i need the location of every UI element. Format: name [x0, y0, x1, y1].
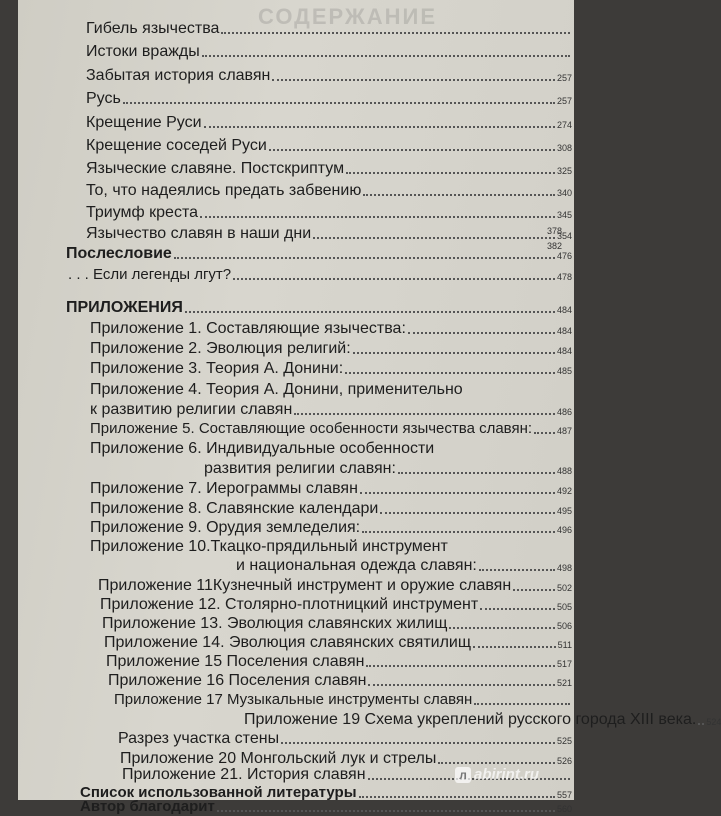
appendix-entry: Приложение 17 Музыкальные инструменты славян	[114, 689, 572, 709]
appendix-entry: Разрез участка стены 525	[118, 730, 572, 747]
toc-entry-title: ПРИЛОЖЕНИЯ	[66, 299, 183, 316]
toc-entry	[86, 18, 572, 38]
labirint-logo-icon: л	[455, 767, 471, 783]
toc-entry-title: Русь	[86, 90, 121, 107]
appendix-entry: Приложение 10.Ткацко-прядильный инструмент	[90, 538, 448, 555]
toc-entry-title: Забытая история славян	[86, 67, 271, 84]
appendix-entry: Приложение 7. Иерограммы славян 492	[90, 480, 572, 497]
toc-entry: Крещение Руси 274	[86, 114, 572, 131]
toc-entry-title: Истоки вражды	[86, 43, 200, 60]
toc-entry-title: То, что надеялись предать забвению	[86, 182, 362, 199]
page-number: 378	[546, 226, 562, 236]
book-page	[18, 0, 721, 815]
appendix-entry: Приложение 13. Эволюция славянских жилищ 506	[102, 615, 572, 632]
toc-entry-title: . . . Если легенды лгут?	[68, 266, 232, 283]
bleed-through-text: СОДЕРЖАНИЕ	[258, 4, 438, 29]
appendix-entry-continuation: и национальная одежда славян: 498	[236, 557, 572, 574]
toc-afterword: Послесловие 476	[66, 245, 572, 262]
appendix-entry: Приложение 16 Поселения славян 521	[108, 672, 572, 689]
watermark-text: abirint.ru	[474, 766, 540, 783]
toc-entry-title: Крещение соседей Руси	[86, 137, 267, 154]
appendix-entry: Приложение 3. Теория А. Донини: 485	[90, 360, 572, 377]
toc-entry	[86, 41, 572, 61]
appendix-entry: Приложение 6. Индивидуальные особенности	[90, 440, 435, 457]
toc-entry: Триумф креста 345	[86, 204, 572, 221]
appendix-entry-continuation: развития религии славян: 488	[204, 460, 572, 477]
appendix-entry: Приложение 14. Эволюция славянских святилищ 511	[104, 634, 572, 651]
toc-entry-title: Язычество славян в наши дни	[86, 225, 312, 242]
appendix-entry: Приложение 5. Составляющие особенности язычества славян: 487	[90, 420, 572, 437]
appendix-entry: Приложение 11Кузнечный инструмент и оружие славян 502	[98, 577, 572, 594]
appendix-entry: Приложение 4. Теория А. Донини, применительно	[90, 381, 463, 398]
toc-entry: Языческие славяне. Постскриптум 325	[86, 160, 572, 177]
appendix-entry-continuation: Приложение 19 Схема укреплений русского города XIII века. 524	[244, 711, 721, 728]
appendix-entry: Приложение 15 Поселения славян 517	[106, 653, 572, 670]
toc-entry: Язычество славян в наши дни 354	[86, 225, 572, 242]
toc-entry: Забытая история славян 257	[86, 67, 572, 84]
appendix-entry: Приложение 12. Столярно-плотницкий инструмент 505	[100, 596, 572, 613]
appendix-entry: Приложение 1. Составляющие язычества: 484	[90, 320, 572, 337]
appendix-entry: Приложение 2. Эволюция религий: 484	[90, 340, 572, 357]
toc-author-line: Автор благодарит 560	[80, 798, 572, 815]
watermark	[455, 766, 539, 783]
toc-entry-title: Послесловие	[66, 245, 172, 262]
appendix-entry-continuation: к развитию религии славян 486	[90, 401, 572, 418]
toc-entry: То, что надеялись предать забвению 340	[86, 182, 572, 199]
page-number: 382	[546, 241, 562, 251]
toc-entry-title: Триумф креста	[86, 204, 198, 221]
appendix-entry: Приложение 9. Орудия земледелия: 496	[90, 519, 572, 536]
appendix-entry: Приложение 8. Славянские календари 495	[90, 500, 572, 517]
toc-appendices-heading: ПРИЛОЖЕНИЯ 484	[66, 299, 572, 316]
appendix-entry: Приложение 21. История славян	[122, 764, 572, 784]
toc-entry-title: Крещение Руси	[86, 114, 202, 131]
appendix-entry: Приложение 20 Монгольский лук и стрелы 526	[120, 750, 572, 767]
toc-entry: . . . Если легенды лгут? 478	[68, 266, 572, 283]
toc-entry-title: Гибель язычества	[86, 20, 220, 37]
toc-literature: Список использованной литературы 557	[80, 784, 572, 801]
toc-entry-title: Языческие славяне. Постскриптум	[86, 160, 345, 177]
toc-entry: Русь 257	[86, 90, 572, 107]
toc-entry: Крещение соседей Руси 308	[86, 137, 572, 154]
